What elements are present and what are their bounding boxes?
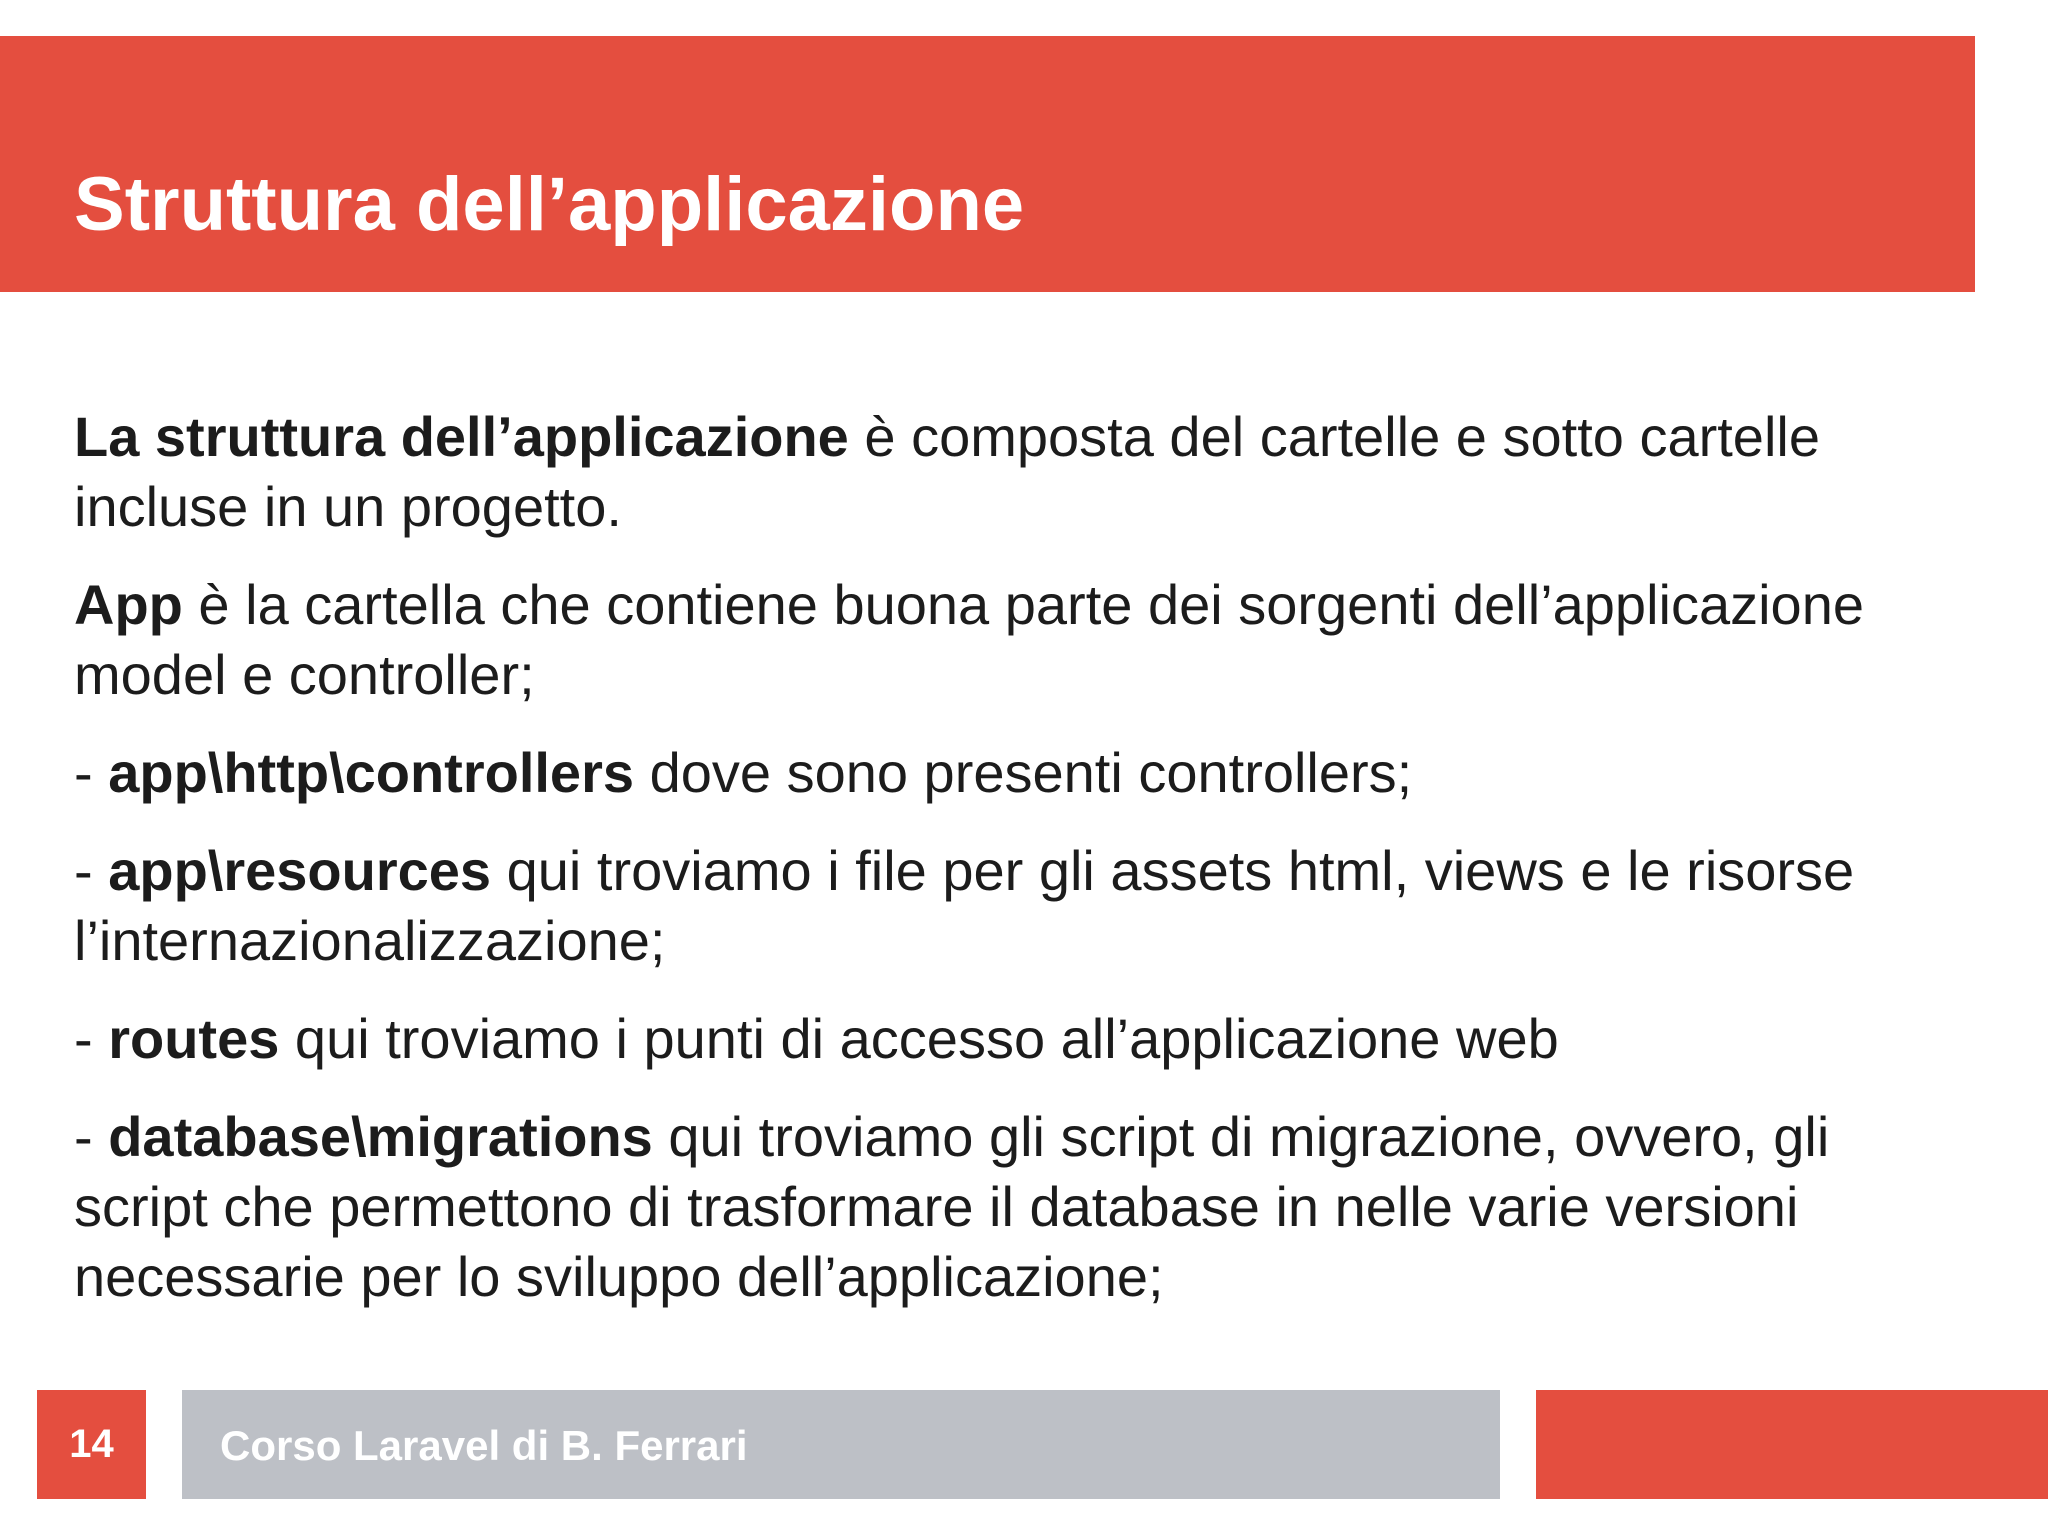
footer-accent-bar: [1536, 1390, 2048, 1499]
paragraph-app: [74, 570, 1964, 710]
paragraph-text: è composta del cartelle e sotto cartelle incluse in un progetto.: [74, 405, 1820, 538]
paragraph-prefix: -: [74, 1105, 109, 1168]
term-app: App: [74, 573, 183, 636]
paragraph-text: dove sono presenti controllers;: [634, 741, 1413, 804]
term-structure: La struttura dell’applicazione: [74, 405, 849, 468]
term-controllers: app\http\controllers: [108, 741, 635, 804]
term-resources: app\resources: [108, 839, 492, 902]
paragraph-text: è la cartella che contiene buona parte dei sorgenti dell’applicazione model e controller;: [74, 573, 1864, 706]
slide-body: [74, 402, 1964, 1340]
paragraph-migrations: [74, 1102, 1964, 1312]
paragraph-prefix: -: [74, 741, 109, 804]
paragraph-prefix: -: [74, 1007, 109, 1070]
paragraph-resources: [74, 836, 1964, 976]
paragraph-text: qui troviamo i file per gli assets html, views e le risorse l’internazionalizzazione;: [74, 839, 1855, 972]
paragraph-controllers: [74, 738, 1964, 808]
term-routes: routes: [108, 1007, 280, 1070]
course-label: Corso Laravel di B. Ferrari: [220, 1422, 748, 1469]
page-number: 14: [69, 1422, 114, 1466]
page-number-box: [37, 1390, 146, 1499]
paragraph-text: qui troviamo i punti di accesso all’applicazione web: [279, 1007, 1559, 1070]
paragraph-text: qui troviamo gli script di migrazione, ovvero, gli script che permettono di trasformare il database in nelle varie versioni necessarie per lo sviluppo dell’applicazione;: [74, 1105, 1830, 1308]
slide-title: Struttura dell’applicazione: [74, 162, 1025, 247]
paragraph-structure: [74, 402, 1964, 542]
term-migrations: database\migrations: [108, 1105, 653, 1168]
paragraph-prefix: -: [74, 839, 109, 902]
paragraph-routes: [74, 1004, 1964, 1074]
